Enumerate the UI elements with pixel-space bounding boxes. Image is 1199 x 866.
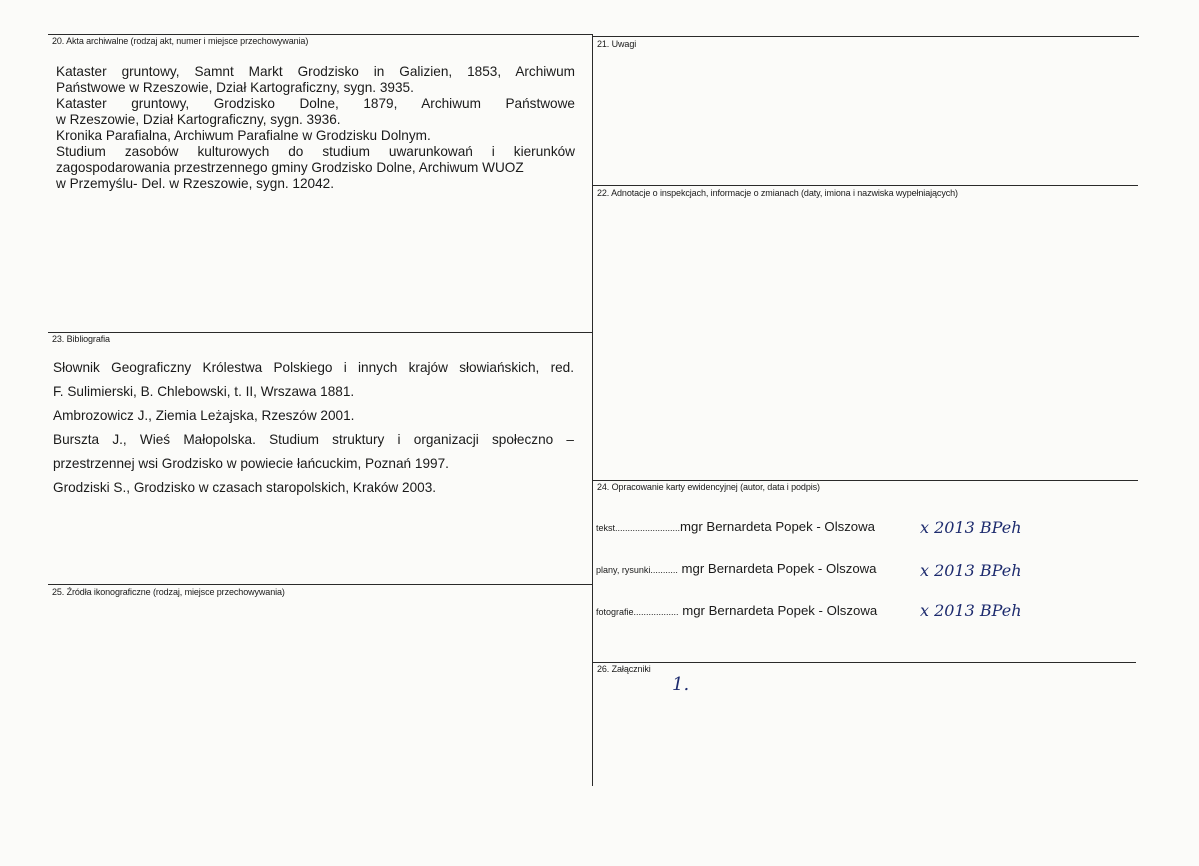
rule-25 — [48, 584, 593, 585]
top-left-rule — [48, 34, 593, 35]
handwritten-signature: x 2013 BPeh — [920, 601, 1022, 620]
author-row-text — [596, 519, 875, 534]
section-22-label: 22. Adnotacje o inspekcjach, informacje o zmianach (daty, imiona i nazwiska wypełniających) — [597, 188, 958, 198]
rule-24 — [593, 480, 1138, 481]
author-row-name: mgr Bernardeta Popek - Olszowa — [677, 561, 877, 576]
handwritten-signature: x 2013 BPeh — [920, 561, 1022, 580]
attachments-handwritten-number: 1. — [672, 674, 690, 695]
handwritten-signature: x 2013 BPeh — [920, 518, 1022, 537]
bibliography-line: Grodziski S., Grodzisko w czasach staropolskich, Kraków 2003. — [53, 480, 437, 495]
author-row-plans — [596, 561, 877, 576]
section-26-label: 26. Załączniki — [597, 664, 651, 674]
archival-line: w Rzeszowie, Dział Kartograficzny, sygn. 3936. — [56, 112, 341, 127]
section-21-label: 21. Uwagi — [597, 39, 637, 49]
author-row-name: mgr Bernardeta Popek - Olszowa — [680, 519, 875, 534]
bibliography-line: Ambrozowicz J., Ziemia Leżajska, Rzeszów 2001. — [53, 408, 355, 423]
bibliography-line: Słownik Geograficzny Królestwa Polskiego i innych krajów słowiańskich, red. — [53, 360, 574, 375]
section-20-label: 20. Akta archiwalne (rodzaj akt, numer i miejsce przechowywania) — [52, 36, 309, 46]
author-row-prefix: tekst.......................... — [596, 523, 681, 533]
archival-line: Państwowe w Rzeszowie, Dział Kartograficzny, sygn. 3935. — [56, 80, 414, 95]
archival-line: w Przemyślu- Del. w Rzeszowie, sygn. 12042. — [56, 176, 335, 191]
archival-line: zagospodarowania przestrzennego gminy Grodzisko Dolne, Archiwum WUOZ — [56, 160, 524, 175]
rule-23 — [48, 332, 593, 333]
author-row-name: mgr Bernardeta Popek - Olszowa — [678, 603, 878, 618]
archival-line: Kataster gruntowy, Samnt Markt Grodzisko in Galizien, 1853, Archiwum — [56, 64, 575, 79]
section-24-label: 24. Opracowanie karty ewidencyjnej (autor, data i podpis) — [597, 482, 820, 492]
bibliography-line: F. Sulimierski, B. Chlebowski, t. II, Wrszawa 1881. — [53, 384, 355, 399]
archival-records-text — [56, 64, 575, 192]
archival-line: Studium zasobów kulturowych do studium uwarunkowań i kierunków — [56, 144, 575, 159]
rule-26 — [593, 662, 1136, 663]
archival-line: Kronika Parafialna, Archiwum Parafialne w Grodzisku Dolnym. — [56, 128, 431, 143]
section-23-label: 23. Bibliografia — [52, 334, 110, 344]
author-row-photos — [596, 603, 877, 618]
author-row-prefix: plany, rysunki........... — [596, 565, 678, 575]
author-row-prefix: fotografie.................. — [596, 607, 679, 617]
rule-22 — [593, 185, 1138, 186]
center-divider — [592, 34, 593, 786]
archival-line: Kataster gruntowy, Grodzisko Dolne, 1879, Archiwum Państwowe — [56, 96, 575, 111]
section-25-label: 25. Źródła ikonograficzne (rodzaj, miejsce przechowywania) — [52, 587, 285, 597]
bibliography-line: przestrzennej wsi Grodzisko w powiecie łańcuckim, Poznań 1997. — [53, 456, 449, 471]
bibliography-text — [53, 356, 574, 500]
bibliography-line: Burszta J., Wieś Małopolska. Studium struktury i organizacji społeczno – — [53, 432, 574, 447]
top-right-rule — [593, 36, 1139, 37]
